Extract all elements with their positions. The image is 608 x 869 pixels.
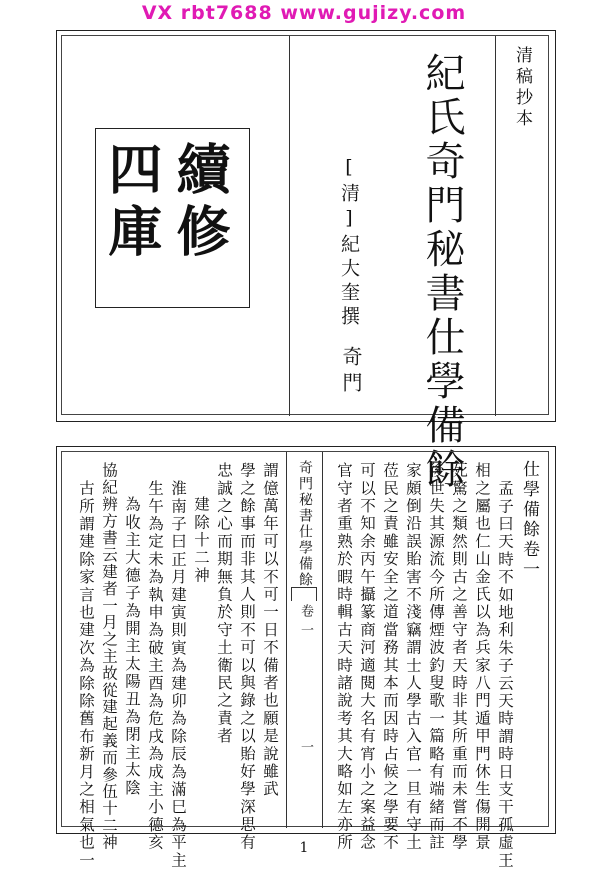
text-column-11: 學之餘事而非其人則不可以與錄之以貽好學深思有 — [238, 462, 256, 852]
spine-page: 一 — [298, 740, 313, 753]
spine-fishtail-top — [291, 587, 317, 601]
text-column-15: 生午為定未為執申為破主酉為危戌為成主小德亥 — [146, 480, 164, 852]
text-column-5: 後世失其源流今所傳煙波釣叟歌一篇略有端緒而註 — [427, 462, 445, 852]
spine-volume: 卷一 — [298, 604, 313, 642]
seal-box — [95, 128, 250, 308]
text-column-12: 忠誠之心而期無負於守土衛民之責者 — [215, 462, 233, 746]
text-column-6: 家頗倒沿誤貽害不淺竊謂士人學古入官一旦有守土 — [404, 462, 422, 852]
text-column-18: 古所謂建除家言也建次為除除舊布新月之相氣也一 — [77, 480, 95, 869]
text-column-14: 淮南子曰正月建寅則寅為建卯為除辰為滿巳為平主 — [169, 480, 187, 869]
text-column-4: 死驚之類然則古之善守者天時非其所重而未嘗不學 — [450, 462, 468, 852]
text-column-17: 協紀辨方書云建者一月之主故從建起義而參伍十二神 — [100, 462, 118, 851]
text-column-7: 莅民之責雖安全之道當務其本而因時占候之學要不 — [381, 462, 399, 852]
seal-column-2: 四庫 — [100, 141, 164, 265]
text-column-9: 官守者重熟於暇時輯古天時諸說考其大略如左亦所 — [335, 462, 353, 852]
text-column-8: 可以不知余丙午攝篆商河適閱大名有宵小之案益念 — [358, 462, 376, 852]
text-column-1: 仕學備餘卷一 — [519, 460, 539, 580]
text-column-16: 為收主大德子為開主太陽丑為閉主太陰 — [123, 496, 141, 797]
spine-title: 奇門秘書仕學備餘 — [297, 460, 313, 588]
title-divider-left — [289, 36, 290, 416]
category-label: 奇門 — [339, 346, 363, 398]
series-label: 清稿抄本 — [512, 46, 532, 130]
author-label: [清]紀大奎撰 — [338, 156, 360, 330]
seal-column-1: 續修 — [168, 141, 232, 265]
page-number: 1 — [299, 840, 309, 856]
spine-left-rule — [286, 452, 287, 828]
book-title: 紀氏奇門秘書仕學備餘 — [419, 52, 465, 492]
text-column-2: 孟子曰天時不如地利朱子云天時謂時日支干孤虛王 — [496, 480, 514, 869]
text-column-3: 相之屬也仁山金氏以為兵家八門遁甲門休生傷開景 — [473, 462, 491, 852]
text-column-10: 謂億萬年可以不可一日不備者也願是說雖武 — [261, 462, 279, 799]
spine-right-rule — [322, 452, 323, 828]
title-divider-right — [495, 36, 496, 416]
watermark-banner: VX rbt7688 www.gujizy.com — [141, 2, 467, 24]
text-column-13: 建除十二神 — [192, 496, 210, 585]
